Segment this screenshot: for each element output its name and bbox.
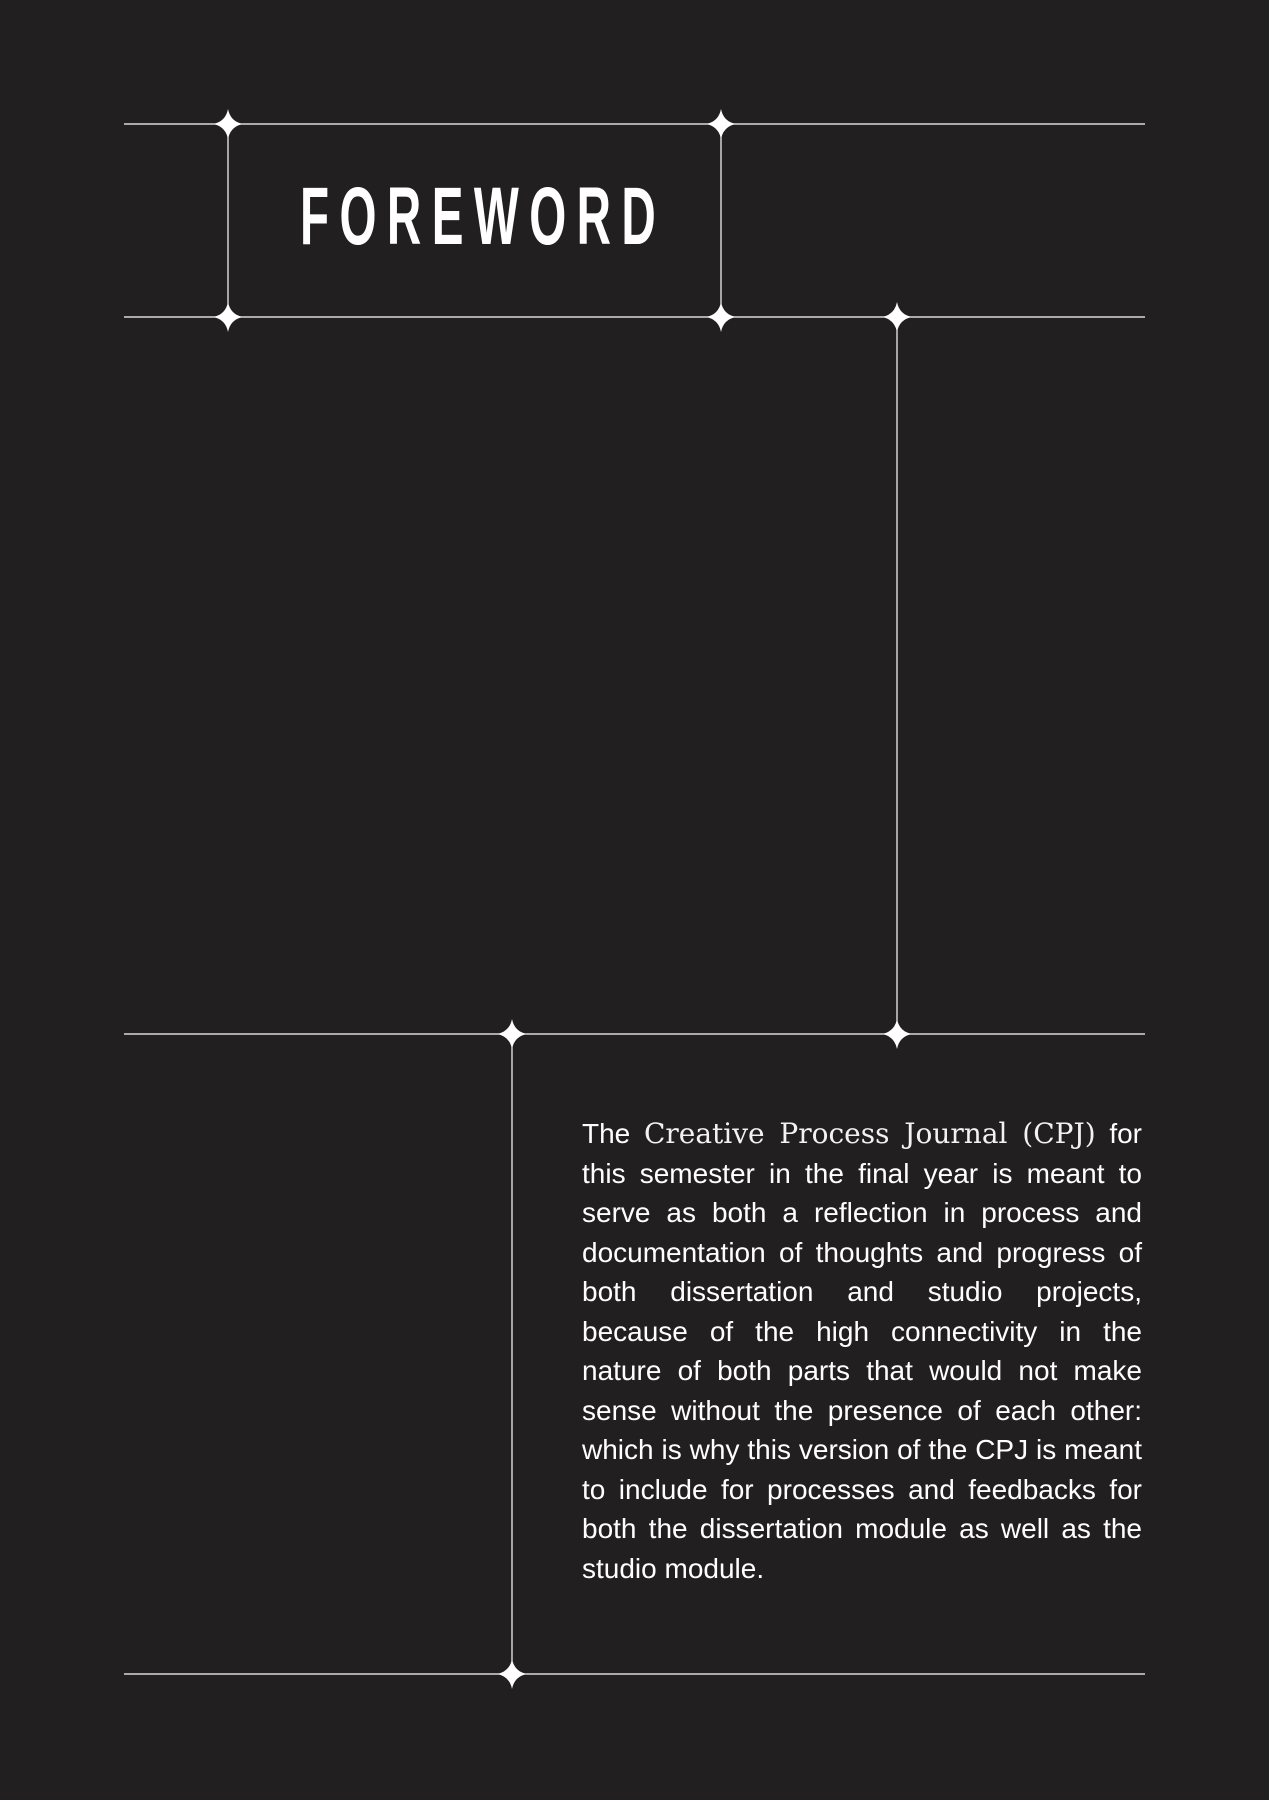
four-point-star-icon [706, 302, 736, 332]
paragraph-text: for this semester in the final year is meant to serve as both a reflection in process and documentation of thoughts and progress of both dissertation and studio projects, because of the high connectivity in the nature of both parts that would not make sense without the presence of each other: which is why this version of the CPJ is meant to include for processes and feedbacks for both the dissertation module as well as the studio module. [582, 1118, 1142, 1584]
four-point-star-icon [497, 1659, 527, 1689]
four-point-star-icon [882, 302, 912, 332]
four-point-star-icon [882, 1019, 912, 1049]
page-title: FOREWORD [300, 171, 667, 262]
paragraph-lead: The [582, 1118, 631, 1149]
four-point-star-icon [213, 302, 243, 332]
foreword-paragraph [582, 1114, 1142, 1588]
four-point-star-icon [497, 1019, 527, 1049]
four-point-star-icon [213, 109, 243, 139]
four-point-star-icon [706, 109, 736, 139]
journal-name: Creative Process Journal (CPJ) [643, 1117, 1096, 1150]
